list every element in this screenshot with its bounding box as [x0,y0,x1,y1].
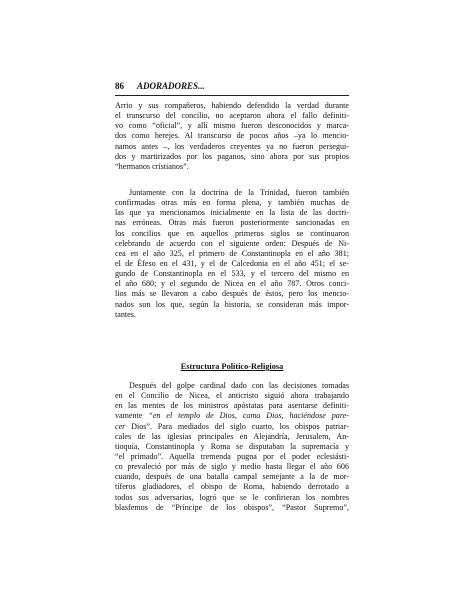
page-number: 86 [115,81,124,91]
text-line: cales de las iglesias principales en Alejandría, Jerusalem, An- [115,431,349,441]
text-line: todos sus adversarios, logró que se le confirieran los nombres [115,492,349,502]
text-line: co prevaleció por más de siglo y medio hasta llegar el año 606 [115,462,349,472]
text-line: tioquía, Constantinopla y Roma se disputaban la supremacía y [115,441,349,451]
running-title: ADORADORES... [137,81,205,91]
text-line: vo como “oficial”, y allí mismo fueron desconocidos y marca- [115,121,349,131]
section-heading: Estructura Político-Religiosa [180,362,284,371]
header-rule [115,95,349,96]
italic-quote: cer [115,421,126,431]
paragraph-3 [115,381,349,513]
text-line: el año 680; y el segundo de Nicea en el año 787. Otros conci- [115,279,349,289]
text-line: dos como herejes. Al transcurso de pocos años –ya lo mencio- [115,131,349,141]
text-line: en el Concilio de Nicea, el anticristo siguió ahora trabajando [115,391,349,401]
text-line: tantes. [115,309,136,319]
text-line: namos antes –, los verdaderos creyentes ya no fueron persegui- [115,141,349,151]
text-line: gundo de Constantinopla en el 533, y el tercero del mismo en [115,269,349,279]
text-line: “hermanos cristianos”. [115,161,189,171]
text-line: nados son los que, según la historia, se consideran más impor- [115,299,349,309]
page-header [115,79,349,93]
text-line: dos y martirizados por los paganos, sino ahora por sus propios [115,151,349,161]
text-line: el transcurso del concilio, no aceptaron ahora el fallo definiti- [115,111,349,121]
text-line: los concilios que en aquellos primeros siglos se continuaron [115,228,349,238]
paragraph-2 [115,188,349,320]
italic-quote: “en el templo de Dios, como Dios, haciéndose pare- [148,411,349,421]
text-line-mixed [115,422,349,432]
text-line: cea en el año 325, el primero de Constantinopla en el año 381; [115,248,349,258]
text-line: el de Éfeso en el 431, y el de Calcedonia en el año 451; el se- [115,258,349,268]
text-line: tíferos gladiadores, el obispo de Roma, habiendo derrotado a [115,482,349,492]
text-line-mixed [115,411,349,421]
text-line: celebrando de acuerdo con el siguiente orden: Después de Ni- [115,238,349,248]
text-line: confirmadas otras más en forma plena, y también muchas de [115,198,349,208]
text-line: Juntamente con la doctrina de la Trinidad, fueron también [129,188,349,197]
text-fragment: Dios”. Para mediados del siglo cuarto, los obispos patriar- [131,421,349,431]
text-line: lios más se llevaron a cabo después de éstos, pero los mencio- [115,289,349,299]
text-fragment: vamente [115,411,149,421]
text-line: “el primado”. Aquella tremenda pugna por el poder eclesiásti- [115,451,349,461]
paragraph-1 [115,101,349,172]
text-line: en las mentes de los ministros apóstatas para asentarse definiti- [115,401,349,411]
text-line: nas erróneas. Otras más fueron posteriormente sancionadas en [115,218,349,228]
text-line: Arrio y sus compañeros, habiendo defendido la verdad durante [115,101,349,110]
text-line: Después del golpe cardinal dado con las decisiones tomadas [129,381,349,390]
text-line: las que ya mencionamos inicialmente en la lista de las doctri- [115,208,349,218]
text-line: blasfemos de “Príncipe de los obispos”, “Pastor Supremo”, [115,502,349,512]
text-line: cuando, después de una batalla campal semejante a la de mor- [115,472,349,482]
